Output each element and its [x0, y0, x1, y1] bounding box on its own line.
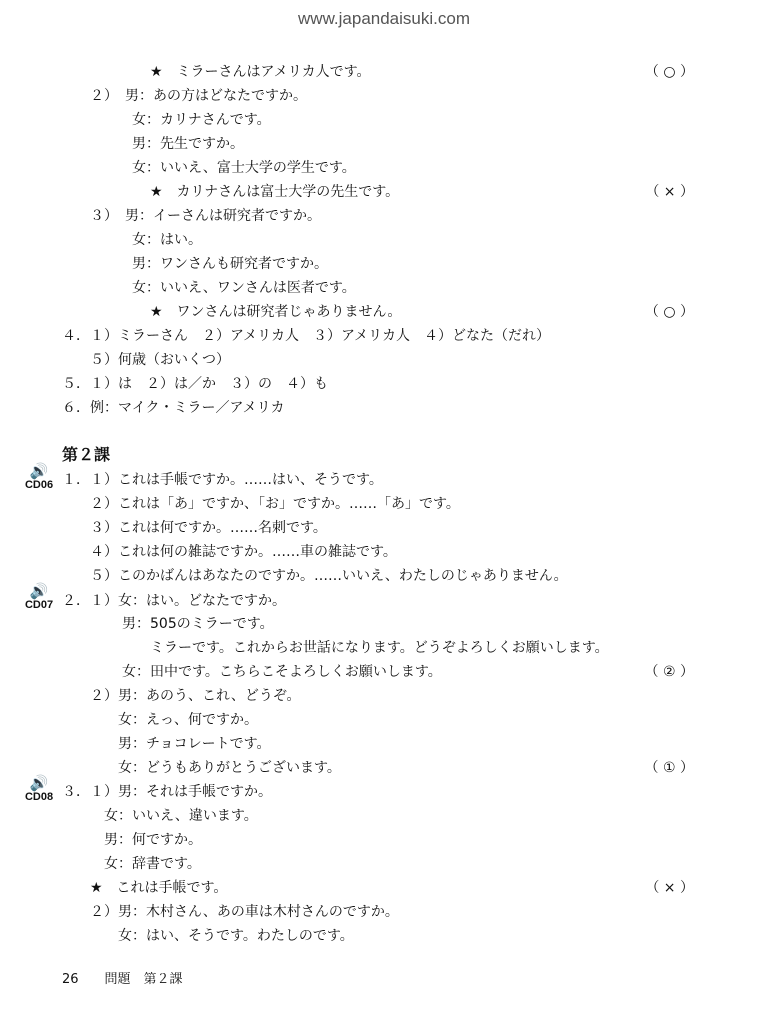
answer-line: 男：先生ですか。	[90, 136, 244, 152]
answer-line: 女：どうもありがとうございます。	[90, 760, 341, 776]
answer-line: ２．１）女：はい。どなたですか。	[62, 593, 286, 609]
answer-line: 男：ワンさんも研究者ですか。	[90, 256, 328, 272]
answer-mark: （ ② ）	[644, 664, 694, 680]
answer-line: ５．１）は ２）は／か ３）の ４）も	[62, 376, 328, 392]
answer-line: ２）これは「あ」ですか、「お」ですか。……「あ」です。	[90, 496, 460, 512]
speaker-icon: 🔊	[29, 774, 49, 792]
answer-line: ミラーです。これからお世話になります。どうぞよろしくお願いします。	[122, 640, 609, 656]
answer-line: ３） 男：イーさんは研究者ですか。	[90, 208, 321, 224]
answer-line: 女：はい。	[90, 232, 202, 248]
answer-line: ★ ミラーさんはアメリカ人です。	[122, 64, 371, 80]
answer-line: 女：いいえ、ワンさんは医者です。	[90, 280, 356, 296]
page-footer: 26 問題 第２課	[62, 972, 183, 987]
speaker-icon: 🔊	[29, 582, 49, 600]
answer-line: 男：チョコレートです。	[90, 736, 271, 752]
answer-line: 女：田中です。こちらこそよろしくお願いします。	[122, 664, 442, 680]
answer-line: ４）これは何の雑誌ですか。……車の雑誌です。	[90, 544, 397, 560]
answer-line: 女：はい、そうです。わたしのです。	[90, 928, 354, 944]
site-watermark: www.japandaisuki.com	[298, 9, 470, 28]
answer-line: ３）これは何ですか。……名刺です。	[90, 520, 327, 536]
answer-line: ★ カリナさんは富士大学の先生です。	[122, 184, 400, 200]
answer-line: ４．１）ミラーさん ２）アメリカ人 ３）アメリカ人 ４）どなた（だれ）	[62, 328, 551, 344]
answer-mark: （ ○ ）	[644, 64, 694, 80]
answer-line: ★ これは手帳です。	[62, 880, 228, 896]
answer-mark: （ ① ）	[644, 760, 694, 776]
audio-track-label: CD06	[24, 479, 54, 491]
answer-line: 女：えっ、何ですか。	[90, 712, 258, 728]
answer-line: ２） 男：あの方はどなたですか。	[90, 88, 307, 104]
audio-track-cd08[interactable]	[14, 775, 64, 804]
answer-line: 男：何ですか。	[62, 832, 202, 848]
audio-track-cd07[interactable]	[14, 583, 64, 612]
audio-track-cd06[interactable]	[14, 463, 64, 492]
answer-line: ★ ワンさんは研究者じゃありません。	[122, 304, 402, 320]
answer-mark: （ × ）	[645, 184, 694, 200]
answer-line: ３．１）男：それは手帳ですか。	[62, 784, 272, 800]
audio-track-label: CD07	[24, 599, 54, 611]
answer-line: 男：505のミラーです。	[122, 616, 274, 632]
answer-mark: （ × ）	[645, 880, 694, 896]
answer-line: 女：カリナさんです。	[90, 112, 271, 128]
lesson-title: 第２課	[62, 445, 111, 464]
answer-line: 女：辞書です。	[62, 856, 201, 872]
answer-line: ２）男：木村さん、あの車は木村さんのですか。	[90, 904, 399, 920]
answer-line: ５）このかばんはあなたのですか。……いいえ、わたしのじゃありません。	[90, 568, 568, 584]
lesson-heading	[62, 442, 110, 465]
answer-line: ５）何歳（おいくつ）	[90, 352, 230, 368]
answer-line: ２）男：あのう、これ、どうぞ。	[90, 688, 301, 704]
speaker-icon: 🔊	[29, 462, 49, 480]
answer-mark: （ ○ ）	[644, 304, 694, 320]
answer-line: 女：いいえ、富士大学の学生です。	[90, 160, 356, 176]
answer-line: ６．例：マイク・ミラー／アメリカ	[62, 400, 285, 416]
answer-line: １．１）これは手帳ですか。……はい、そうです。	[62, 472, 383, 488]
audio-track-label: CD08	[24, 791, 54, 803]
answer-line: 女：いいえ、違います。	[62, 808, 258, 824]
